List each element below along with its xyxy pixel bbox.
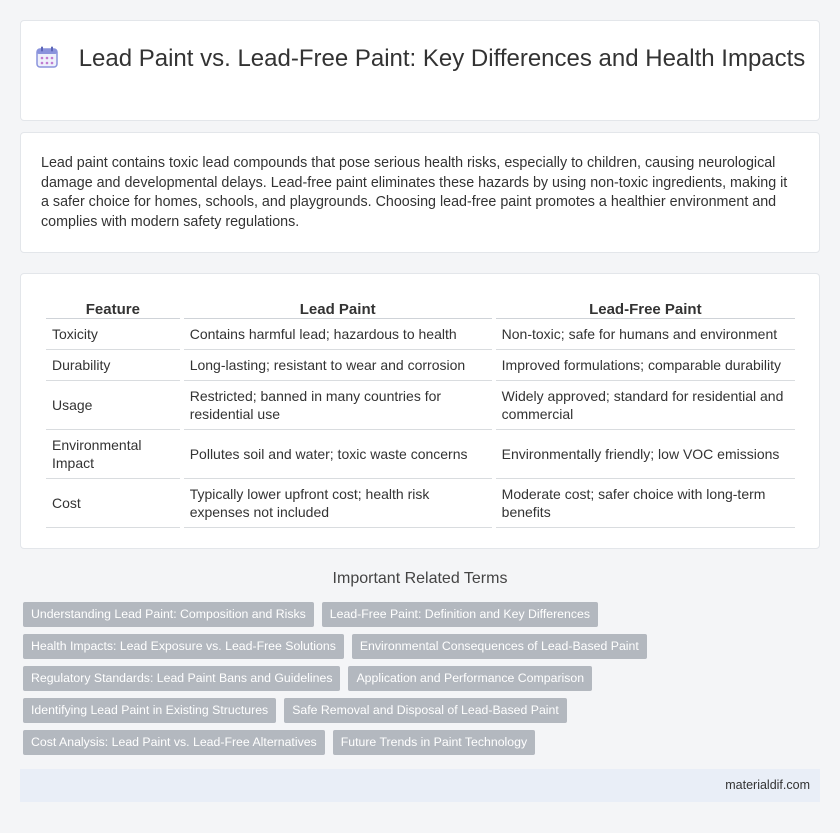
intro-text: Lead paint contains toxic lead compounds that pose serious health risks, especially to children, causing neurological damage and developmental delays. Lead-free paint eliminates these hazards by using non-toxic ingredients, making it a safer choice for homes, schools, and playgrounds. Choosing lead-free paint promotes a healthier environment and complies with modern safety regulations. bbox=[41, 155, 788, 230]
row-lead-free-paint: Non-toxic; safe for humans and environment bbox=[496, 319, 795, 350]
related-terms-heading: Important Related Terms bbox=[332, 570, 508, 587]
tag-row bbox=[23, 602, 598, 627]
row-lead-paint: Pollutes soil and water; toxic waste concerns bbox=[184, 430, 492, 479]
table-header-row bbox=[46, 296, 795, 319]
related-term-tag[interactable]: Cost Analysis: Lead Paint vs. Lead-Free Alternatives bbox=[23, 730, 325, 755]
row-feature: Toxicity bbox=[46, 319, 180, 350]
footer-site-link[interactable]: materialdif.com bbox=[725, 778, 810, 792]
table-row bbox=[46, 479, 795, 528]
related-term-tag[interactable]: Future Trends in Paint Technology bbox=[333, 730, 535, 755]
related-term-tag[interactable]: Environmental Consequences of Lead-Based Paint bbox=[352, 634, 647, 659]
comparison-table bbox=[42, 296, 799, 528]
tag-row bbox=[23, 730, 535, 755]
row-lead-paint: Restricted; banned in many countries for residential use bbox=[184, 381, 492, 430]
tag-row bbox=[23, 634, 647, 659]
row-lead-paint: Contains harmful lead; hazardous to health bbox=[184, 319, 492, 350]
row-lead-free-paint: Improved formulations; comparable durability bbox=[496, 350, 795, 381]
footer bbox=[20, 769, 820, 802]
related-term-tag[interactable]: Lead-Free Paint: Definition and Key Differences bbox=[322, 602, 598, 627]
row-feature: Usage bbox=[46, 381, 180, 430]
related-term-tag[interactable]: Safe Removal and Disposal of Lead-Based Paint bbox=[284, 698, 567, 723]
tag-row bbox=[23, 698, 567, 723]
related-term-tag[interactable]: Understanding Lead Paint: Composition and Risks bbox=[23, 602, 314, 627]
calendar-icon bbox=[35, 45, 59, 76]
tag-row bbox=[23, 666, 592, 691]
table-row bbox=[46, 430, 795, 479]
row-lead-free-paint: Widely approved; standard for residential and commercial bbox=[496, 381, 795, 430]
header-feature: Feature bbox=[46, 296, 180, 319]
page-title-wrap bbox=[21, 44, 819, 76]
related-term-tag[interactable]: Identifying Lead Paint in Existing Structures bbox=[23, 698, 276, 723]
table-row bbox=[46, 319, 795, 350]
row-lead-free-paint: Environmentally friendly; low VOC emissions bbox=[496, 430, 795, 479]
row-feature: Environmental Impact bbox=[46, 430, 180, 479]
related-term-tag[interactable]: Regulatory Standards: Lead Paint Bans and Guidelines bbox=[23, 666, 340, 691]
intro-card bbox=[20, 132, 820, 253]
row-feature: Cost bbox=[46, 479, 180, 528]
row-lead-free-paint: Moderate cost; safer choice with long-term benefits bbox=[496, 479, 795, 528]
related-term-tag[interactable]: Application and Performance Comparison bbox=[348, 666, 592, 691]
table-row bbox=[46, 350, 795, 381]
page-title: Lead Paint vs. Lead-Free Paint: Key Differences and Health Impacts bbox=[78, 45, 806, 72]
row-lead-paint: Long-lasting; resistant to wear and corrosion bbox=[184, 350, 492, 381]
table-row bbox=[46, 381, 795, 430]
related-term-tag[interactable]: Health Impacts: Lead Exposure vs. Lead-Free Solutions bbox=[23, 634, 344, 659]
header-lead-paint: Lead Paint bbox=[184, 296, 492, 319]
header-lead-free-paint: Lead-Free Paint bbox=[496, 296, 795, 319]
row-lead-paint: Typically lower upfront cost; health risk expenses not included bbox=[184, 479, 492, 528]
title-card bbox=[20, 20, 820, 121]
comparison-table-card bbox=[20, 273, 820, 549]
row-feature: Durability bbox=[46, 350, 180, 381]
